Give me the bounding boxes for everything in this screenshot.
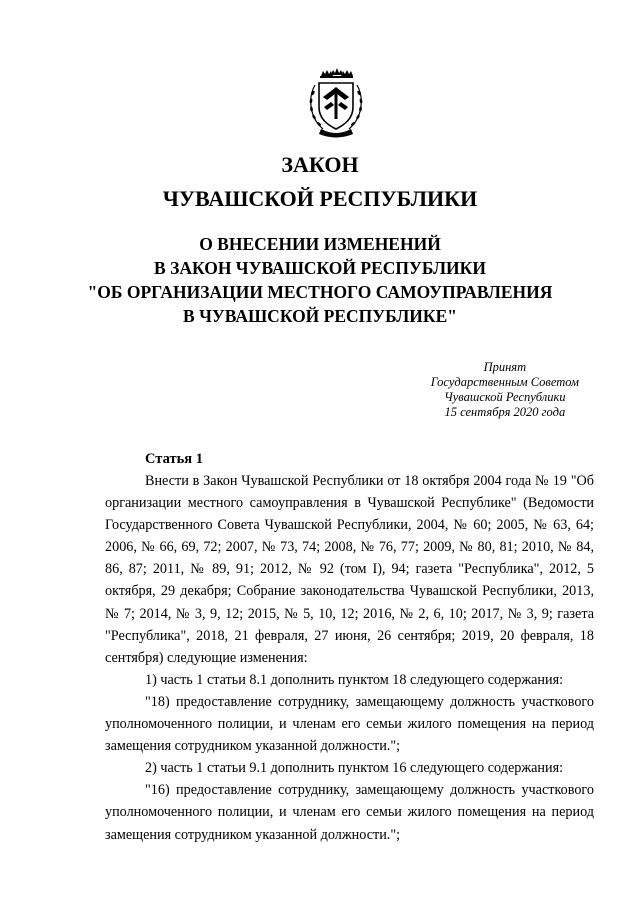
document-title-law: ЗАКОН bbox=[281, 152, 359, 177]
article-heading: Статья 1 bbox=[145, 451, 203, 467]
adoption-note bbox=[431, 360, 579, 420]
amendment-item: 1) часть 1 статьи 8.1 дополнить пунктом 18 следующего содержания: bbox=[145, 671, 564, 688]
subtitle-line: О ВНЕСЕНИИ ИЗМЕНЕНИЙ bbox=[199, 234, 441, 254]
subtitle-line: "ОБ ОРГАНИЗАЦИИ МЕСТНОГО САМОУПРАВЛЕНИЯ bbox=[87, 282, 553, 302]
law-subtitle bbox=[0, 232, 640, 328]
amendment-item: 2) часть 1 статьи 9.1 дополнить пунктом 16 следующего содержания: bbox=[145, 760, 564, 777]
amendment-text: "18) предоставление сотруднику, замещающему должность участкового уполномоченного полиции, и членам его семьи жилого помещения на период замещения сотрудником указанной должности."; bbox=[105, 693, 594, 755]
adoption-line: Принят bbox=[483, 360, 527, 374]
adoption-date: 15 сентября 2020 года bbox=[444, 405, 566, 419]
subtitle-line: В ЗАКОН ЧУВАШСКОЙ РЕСПУБЛИКИ bbox=[154, 258, 486, 278]
coat-of-arms-emblem bbox=[303, 63, 369, 141]
adoption-line: Чувашской Республики bbox=[444, 390, 566, 404]
adoption-line: Государственным Советом bbox=[430, 375, 579, 389]
document-title-republic: ЧУВАШСКОЙ РЕСПУБЛИКИ bbox=[162, 186, 478, 211]
article-body bbox=[105, 470, 594, 846]
article-intro-paragraph: Внести в Закон Чувашской Республики от 18 октября 2004 года № 19 "Об организации местного самоуправления в Чувашской Республике" (Ведомости Государственного Совета Чувашской Республики, 2004, № 60; 2005, № 63, 64; 2006, № 66, 69, 72; 2007, № 73, 74; 2008, № 76, 77; 2009, № 80, 81; 2010, № 84, 86, 87; 2011, № 89, 91; 2012, № 92 (том I), 94; газета "Республика", 2012, 5 октября, 29 декабря; Собрание законодательства Чувашской Республики, 2013, № 7; 2014, № 3, 9, 12; 2015, № 5, 10, 12; 2016, № 2, 6, 10; 2017, № 3, 9; газета "Республика", 2018, 21 февраля, 27 июня, 26 сентября; 2019, 20 февраля, 18 сентября) следующие изменения: bbox=[105, 473, 594, 666]
subtitle-line: В ЧУВАШСКОЙ РЕСПУБЛИКЕ" bbox=[183, 306, 457, 326]
amendment-text: "16) предоставление сотруднику, замещающему должность участкового уполномоченного полиции, и членам его семьи жилого помещения на период замещения сотрудником указанной должности."; bbox=[105, 782, 594, 843]
